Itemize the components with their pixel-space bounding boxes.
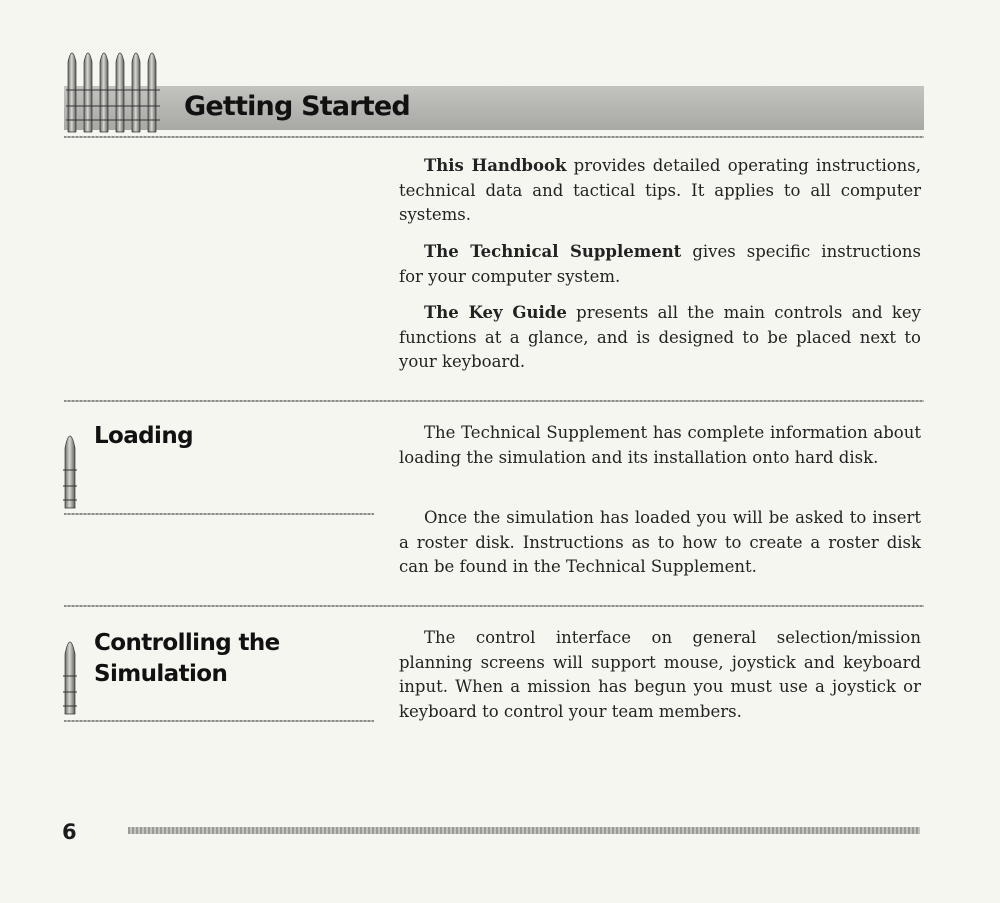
section-title-rule	[64, 720, 374, 722]
page-number: 6	[62, 820, 77, 844]
controlling-paragraph: The control interface on general selection/mission planning screens will support mouse, joystick and keyboard input. When a mission has begun you must use a joystick or keyboard to control your team members.	[399, 628, 921, 721]
section-divider	[64, 605, 924, 607]
intro-paragraph-technical-supplement: The Technical Supplement gives specific instructions for your computer system.	[399, 242, 921, 286]
intro-paragraph-key-guide: The Key Guide presents all the main controls and key functions at a glance, and is designed to be placed next to your keyboard.	[399, 303, 921, 371]
section-title-rule	[64, 513, 374, 515]
bullet-icon	[62, 630, 78, 716]
section-title-controlling: Controlling the Simulation	[94, 630, 280, 687]
loading-paragraph: The Technical Supplement has complete information about loading the simulation and its installation onto hard disk.	[399, 423, 921, 467]
loading-paragraph: Once the simulation has loaded you will be asked to insert a roster disk. Instructions as to how to create a roster disk can be found in the Technical Supplement.	[399, 508, 921, 576]
bullet-row-icon	[64, 44, 164, 134]
section-title-loading: Loading	[94, 423, 193, 449]
bullet-icon	[62, 424, 78, 510]
page-title: Getting Started	[184, 91, 410, 122]
footer-bar	[128, 827, 920, 834]
intro-paragraph-handbook: This Handbook provides detailed operating instructions, technical data and tactical tips. It applies to all computer systems.	[399, 156, 921, 224]
section-divider	[64, 400, 924, 402]
header-rule	[64, 136, 924, 138]
